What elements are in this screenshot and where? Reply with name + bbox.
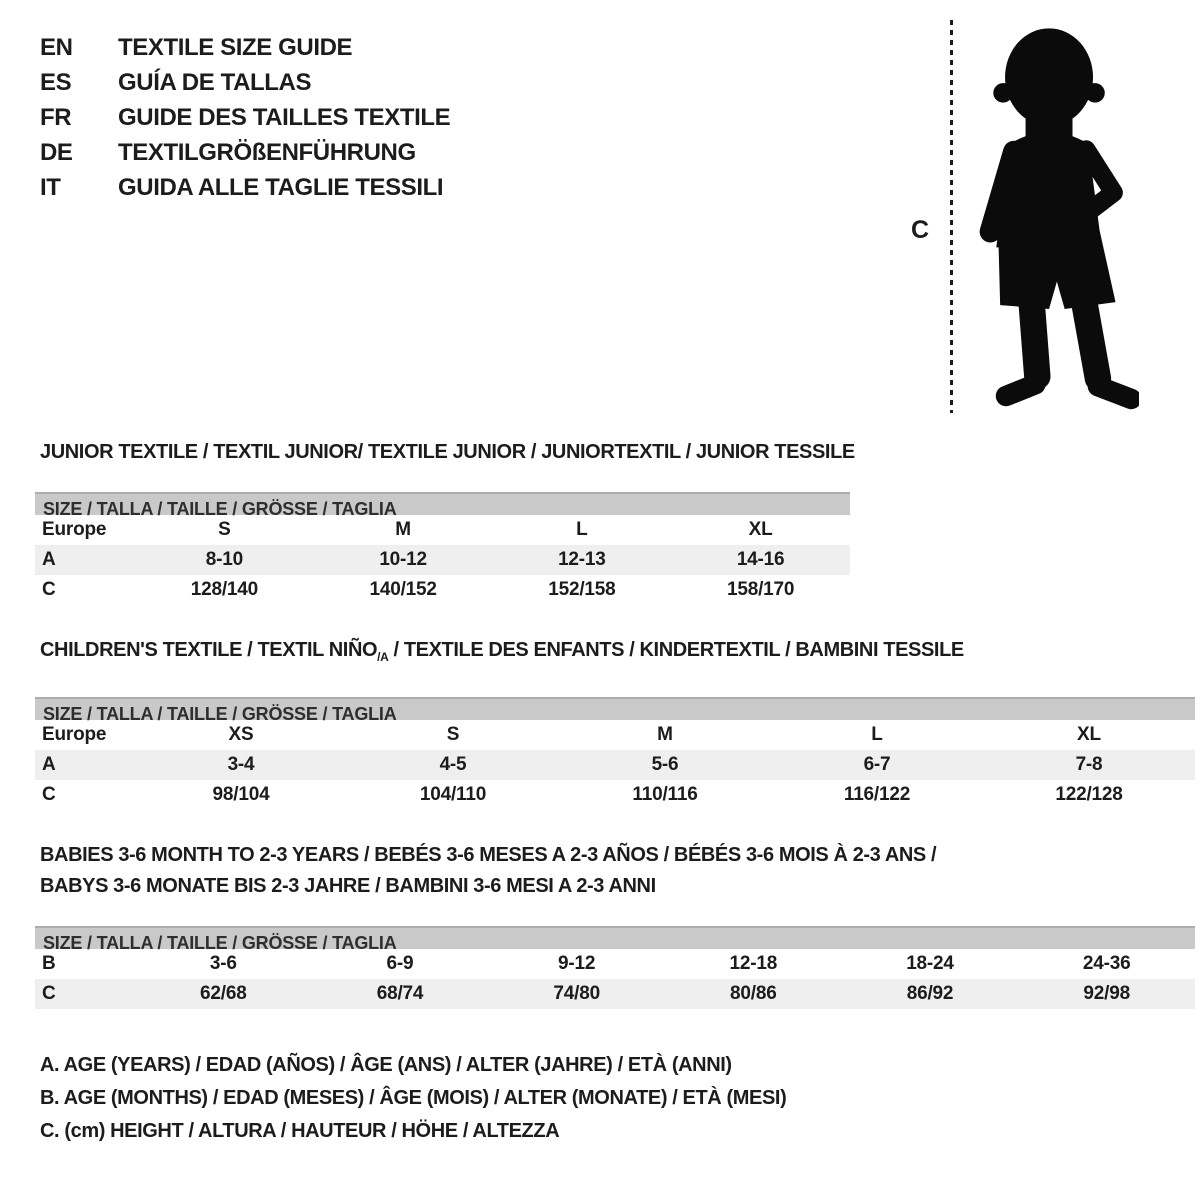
- table-cell: 86/92: [906, 983, 954, 1004]
- section-babies: [35, 840, 1195, 1009]
- section-title: [40, 437, 1195, 468]
- language-row: [40, 100, 450, 135]
- section-junior: [35, 437, 1195, 605]
- row-label: C: [42, 983, 56, 1004]
- table-cell: 8-10: [205, 549, 243, 570]
- table-cell: 5-6: [651, 754, 679, 775]
- table-cell: 62/68: [200, 983, 247, 1004]
- language-code: EN: [40, 34, 73, 61]
- table-row: [35, 750, 1195, 780]
- table-header: SIZE / TALLA / TAILLE / GRÖSSE / TAGLIA: [35, 492, 850, 515]
- size-table: [35, 697, 1195, 810]
- table-cell: 3-6: [209, 953, 237, 974]
- table-cell: S: [446, 724, 460, 745]
- table-cell: L: [871, 724, 883, 745]
- table-cell: 152/158: [548, 579, 616, 600]
- language-code: ES: [40, 69, 72, 96]
- table-cell: 128/140: [190, 579, 259, 600]
- language-guide-title: TEXTILGRÖßENFÜHRUNG: [118, 139, 416, 166]
- table-cell: S: [218, 519, 231, 540]
- section-title-segment: BABIES 3-6 MONTH TO 2-3 YEARS / BEBÉS 3-6 MESES A 2-3 AÑOS / BÉBÉS 3-6 MOIS À 2-3 ANS /: [40, 844, 937, 866]
- section-title-segment: JUNIOR TEXTILE / TEXTIL JUNIOR/ TEXTILE JUNIOR / JUNIORTEXTIL / JUNIOR TESSILE: [40, 441, 855, 463]
- table-cell: 9-12: [558, 953, 596, 974]
- table-cell: 68/74: [376, 983, 424, 1004]
- table-cell: 116/122: [843, 784, 911, 805]
- language-title-list: [40, 30, 450, 205]
- language-guide-title: GUIDA ALLE TAGLIE TESSILI: [118, 174, 444, 201]
- section-title: [40, 840, 1195, 902]
- size-table: [35, 926, 1195, 1009]
- row-label: B: [42, 953, 56, 974]
- table-cell: 18-24: [906, 953, 954, 974]
- table-header: SIZE / TALLA / TAILLE / GRÖSSE / TAGLIA: [35, 697, 1195, 720]
- height-measure-figure: [905, 18, 1195, 423]
- row-label: C: [42, 784, 56, 805]
- legend: [40, 1049, 1195, 1148]
- language-guide-title: GUIDE DES TAILLES TEXTILE: [118, 104, 451, 131]
- table-cell: 104/110: [419, 784, 487, 805]
- legend-line: C. (cm) HEIGHT / ALTURA / HAUTEUR / HÖHE / ALTEZZA: [40, 1120, 560, 1142]
- language-row: [40, 170, 450, 205]
- table-cell: 7-8: [1075, 754, 1103, 775]
- table-cell: M: [657, 724, 673, 745]
- table-cell: 12-18: [729, 953, 778, 974]
- size-sections: [35, 437, 1195, 1148]
- section-title-segment: /A: [377, 650, 389, 664]
- section-title-segment: CHILDREN'S TEXTILE / TEXTIL NIÑO: [40, 639, 378, 661]
- row-label: Europe: [42, 519, 107, 540]
- table-cell: L: [576, 519, 588, 540]
- section-children: [35, 635, 1195, 810]
- language-row: [40, 135, 450, 170]
- section-title-segment: / TEXTILE DES ENFANTS / KINDERTEXTIL / BAMBINI TESSILE: [388, 639, 964, 661]
- table-cell: 122/128: [1055, 784, 1123, 805]
- table-cell: 92/98: [1083, 983, 1130, 1004]
- table-row: [35, 949, 1195, 979]
- table-cell: XS: [228, 724, 254, 745]
- table-row: [35, 979, 1195, 1009]
- section-title: [40, 635, 1195, 673]
- table-cell: 3-4: [227, 754, 255, 775]
- table-cell: XL: [748, 519, 773, 540]
- section-title-segment: BABYS 3-6 MONATE BIS 2-3 JAHRE / BAMBINI 3-6 MESI A 2-3 ANNI: [40, 875, 656, 897]
- table-cell: 12-13: [558, 549, 606, 570]
- row-label: A: [42, 549, 56, 570]
- table-cell: 158/170: [726, 579, 795, 600]
- table-row: [35, 515, 850, 545]
- language-code: FR: [40, 104, 72, 131]
- language-guide-title: GUÍA DE TALLAS: [118, 69, 312, 96]
- table-cell: 6-9: [386, 953, 414, 974]
- table-cell: 140/152: [369, 579, 437, 600]
- table-cell: 14-16: [736, 549, 785, 570]
- row-label: A: [42, 754, 56, 775]
- table-cell: 74/80: [553, 983, 600, 1004]
- table-header: SIZE / TALLA / TAILLE / GRÖSSE / TAGLIA: [35, 926, 1195, 949]
- table-cell: M: [395, 519, 411, 540]
- table-row: [35, 575, 850, 605]
- row-label: Europe: [42, 724, 107, 745]
- legend-line: A. AGE (YEARS) / EDAD (AÑOS) / ÂGE (ANS) / ALTER (JAHRE) / ETÀ (ANNI): [40, 1054, 732, 1076]
- language-row: [40, 65, 450, 100]
- legend-line: B. AGE (MONTHS) / EDAD (MESES) / ÂGE (MOIS) / ALTER (MONATE) / ETÀ (MESI): [40, 1087, 787, 1109]
- table-cell: 4-5: [439, 754, 467, 775]
- toddler-silhouette-icon: [963, 24, 1139, 416]
- table-cell: 24-36: [1082, 953, 1131, 974]
- table-cell: 10-12: [379, 549, 427, 570]
- table-row: [35, 720, 1195, 750]
- language-code: DE: [40, 139, 73, 166]
- language-guide-title: TEXTILE SIZE GUIDE: [118, 34, 353, 61]
- table-cell: XL: [1077, 724, 1101, 745]
- language-row: [40, 30, 450, 65]
- table-cell: 98/104: [212, 784, 270, 805]
- size-table: [35, 492, 850, 605]
- height-measure-label: C: [911, 216, 929, 244]
- table-row: [35, 780, 1195, 810]
- table-row: [35, 545, 850, 575]
- table-cell: 80/86: [730, 983, 777, 1004]
- table-cell: 110/116: [632, 784, 698, 805]
- height-measure-dashed-line: [950, 20, 953, 413]
- language-code: IT: [40, 174, 61, 201]
- table-cell: 6-7: [863, 754, 891, 775]
- row-label: C: [42, 579, 56, 600]
